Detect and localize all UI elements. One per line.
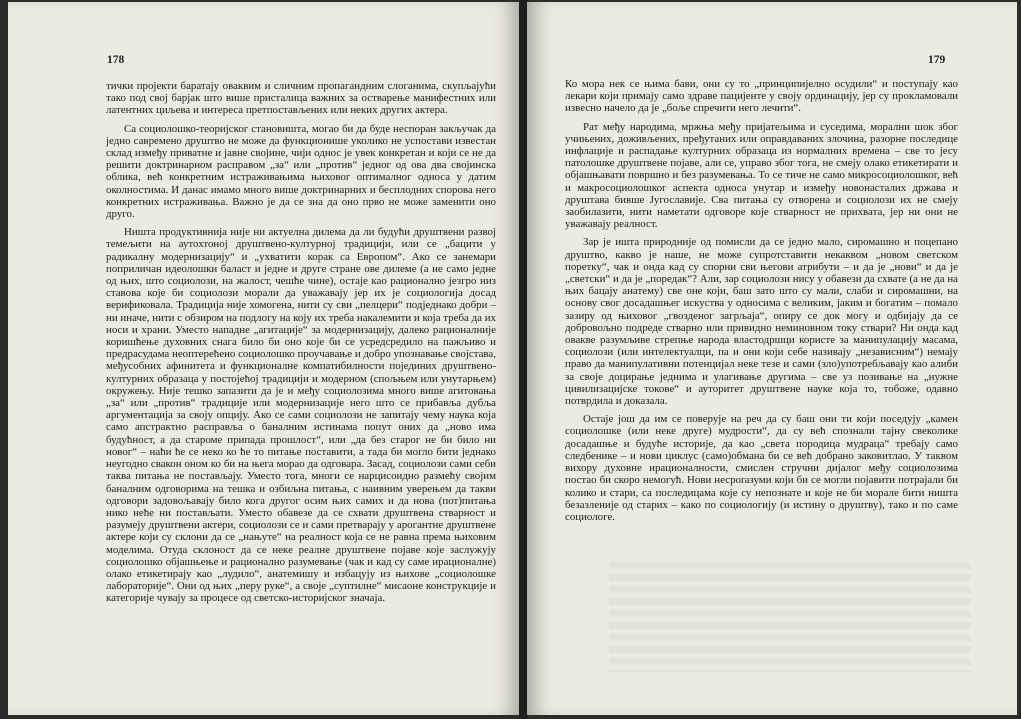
page-text: [106, 80, 496, 700]
paragraph: Рат међу народима, мржња међу пријатељима и суседима, морални шок због учињених, доживљених, пређутаних или оправдаваних злочина, разорне последице инфлације и распадање културних образаца из нормалних времена – све то јесу патолошке друштвене појаве, али се, управо због тога, не смеју олако етикетирати и објашњавати површно и без разумевања. То се тиче не само микросоциолошког, већ и макросоциолошког аспекта односа унутар и између новонасталих држава и друштава бивше Југославије. Сва питања су отворена и социолози их не смеју заобилазити, нити наметати одговоре које стварност не прихвата, јер ни они не уважавају реалност.: [565, 120, 958, 231]
paragraph: тички пројекти баратају оваквим и сличним пропагандним слоганима, скупљајући тако под свој барјак што више присталица важних за остварење манифестних или латентних циљева и интереса претпостављених или неких других актера.: [106, 80, 496, 117]
page-number: 179: [928, 54, 946, 66]
page-number: 178: [107, 54, 125, 66]
paragraph: Ништа продуктивнија није ни актуелна дилема да ли будући друштвени развој темељити на аутохтоној друштвено-културној традицији, или се „бацити у радикалну модернизацију“ и „ухватити корак са Европом“. Ако се занемари поприличан идеолошки баласт и једне и друге стране ове дилеме (а не само једне од њих, што социолози, на жалост, чешће чине), остаје као рационално језгро низ ставова које би социолози морали да уважавају јер их је социологија досад верификовала. Традиција није хомогена, нити су сви „пелцери“ подједнако добри – ни иначе, нити с обзиром на подлогу на коју их треба накалемити и која треба да их носи и храни. Уместо нападне „агитације“ за модернизацију, далеко рационалније коришћење духовних снага било би оно које би се усредсредило на пажљиво и предрасудама неоптерећено социолошко проучавање и добро упознавање својстава, међусобних афинитета и функционалне компатибилности појединих друштвено-културних образаца у постојећој традицији и модерном (спољњем или унутарњем) окружењу. Није тешко запазити да је и међу социолозима много више агитовања „за“ или „против“ традиције или модернизације него што се прибавља дубља аргументација за своју опцију. Ако се сами социолози не запитају чему наука која само апстрактно расправља о баналним истинама попут оних да „ново има будућност, а да староме припада прошлост“, или „да без старог не би било ни новог“ – наћи ће се неко ко ће то питање поставити, а тада би могло бити једнако неугодно свакон оном ко би на његa морао да одговара. Засад, социолози сами себи таква питања не постављају. Уместо тога, многи се нарцисоидно размећу својим баналним одговорима на тешка и озбиљна питања, с наивним уверењем да такви одговори задовољавају било кога другог осим њих самих и да нова (пот)питања нико неће ни постављати. Уместо обавезе да се схвати друштвена стварност и разумеју друштвени актери, социолози се и сами претварају у арогантне друштвене актере који су склони да се „нањуте“ на реалност која се не равна према њиховим моделима. Отуда склоност да се неке реалне друштвене појаве које заслужују социолошко објашњење и рационално разумевање (чак и кад су саме ирационалне) олако етикетирају као „лудило“, анатемишу и избацују из њихове „социолошке лабораторије“. Они од њих „перу руке“, а своје „суптилне“ мисаоне конструкције и категорије чувају за процесе од светско-историјског значаја.: [106, 226, 496, 605]
paragraph: Зар је ишта природније од помисли да се једно мало, сиромашно и поцепано друштво, какво је наше, не може супротставити некаквом „новом светском поретку“, чак и онда кад су спорни сви његови атрибути – и да је „нови“ и да је „светски“ и да је „поредак“? Али, зар социолози нису у обавези да схвате (а не да на њих бацају анатему) све оне који, баш зато што су мали, слаби и сиромашни, на основу свог досадашњег искуства у односима с великим, јаким и богатим – помало зазиру од њиховог „гвозденог загрљаја“, опиру се док могу и одбијају да се добровољно подреде стварно или привидно неминовном току ствари? Ни онда кад овакве разумљиве стрепње народа властодршци користе за манипулацију масама, социолози (или интелектуалци, па и они који себе називају „независним“) немају право да манипулативни потенцијал неке тезе и сами (зло)употребљавају као алиби за своје доцирање једнима и улагивање другима – све уз позивање на „нужне цивилизацијске токове“ и ауторитет друштвене науке која то, тобоже, одавно потврдила и доказала.: [565, 236, 958, 408]
right-page: [527, 2, 1017, 715]
page-text: [565, 78, 958, 548]
bleed-through-text: [609, 562, 971, 672]
paragraph: Ко мора нек се њима бави, они су то „принципијелно осудили“ и поступају као лекари који примају само здраве пацијенте у своју ординацију, јер су прокламовали извесно начело да је „боље спречити него лечити“.: [565, 78, 958, 115]
paragraph: Остаје још да им се поверује на реч да су баш они ти који поседују „камен социолошке (или неке друге) мудрости“, да су већ спознали тајну свеколике досадашње и будуће историје, да као „света породица мудраца“ требају само следбенике – и нови циклус (само)обмана би се већ добрано заковитлао. У таквом вихору духовне ирационалности, смислен стручни дијалог међу социолозима постао би скоро немогућ. Нови несporазуми који би се могли појавити потрајали би колико и стари, са последицама које су непознате и које не би морале бити ништа безазленије од старих – како по социологију (и истину о друштву), тако и по саме социологе.: [565, 413, 958, 523]
paragraph: Са социолошко-теоријског становишта, могао би да буде неспоран закључак да једно савремено друштво не може да функционише уколико не успостави известан склад између приватне и јавне својине, чији однос је увек конкретан и који се не да решити доктринарном расправом „за“ или „против“ једног од ова два својинска облика, већ конкретним истраживањима њиховог оптималног односа у датим околностима. И данас имамо много више доктринарних и бесплодних спорова него конкретних истраживања. Важно је да се зна да оно прво не може заменити оно друго.: [106, 122, 496, 221]
left-page: [8, 2, 520, 715]
